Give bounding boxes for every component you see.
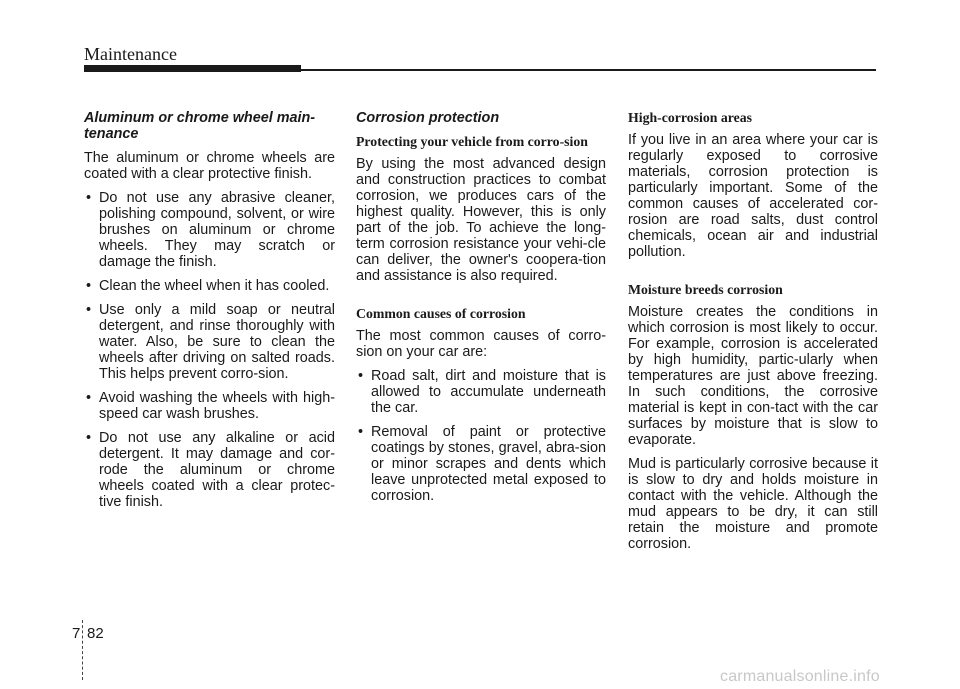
list-item: • Do not use any abrasive cleaner, polishing compound, solvent, or wire brushes on aluminum or chrome wheels. They may scratch or damage the finish. [84, 190, 335, 270]
common-causes-intro: The most common causes of corro-sion on your car are: [356, 328, 606, 360]
column-corrosion-protection [356, 110, 606, 512]
page-number: 82 [87, 625, 104, 642]
moisture-text: Moisture creates the conditions in which corrosion is most likely to occur. For example, corrosion is accelerated by high humidity, partic-ularly when temperatures are just above freezing. In such conditions, the corrosive material is kept in con-tact with the car surfaces by moisture that is slow to evaporate. [628, 304, 878, 448]
list-item: • Avoid washing the wheels with high-speed car wash brushes. [84, 390, 335, 422]
chapter-number: 7 [72, 625, 81, 642]
wheel-maintenance-heading: Aluminum or chrome wheel main-tenance [84, 110, 316, 142]
corrosion-protection-heading: Corrosion protection [356, 110, 500, 126]
site-watermark: carmanualsonline.info [720, 668, 880, 685]
column-wheel-maintenance [84, 110, 335, 518]
list-item: • Clean the wheel when it has cooled. [84, 278, 335, 294]
list-item: • Do not use any alkaline or acid detergent. It may damage and cor-rode the aluminum or chrome wheels coated with a clear protec-tive finish. [84, 430, 335, 510]
header-rule-thin [301, 69, 876, 71]
protecting-vehicle-subheading: Protecting your vehicle from corro-sion [356, 134, 588, 149]
mud-text: Mud is particularly corrosive because it is slow to dry and holds moisture in contact with the vehicle. Although the mud appears to be dry, it can still retain the moisture and promote corrosion. [628, 456, 878, 552]
common-causes-subheading: Common causes of corrosion [356, 306, 526, 321]
high-corrosion-subheading: High-corrosion areas [628, 110, 753, 125]
wheel-care-list [84, 190, 335, 510]
list-item: • Road salt, dirt and moisture that is allowed to accumulate underneath the car. [356, 368, 606, 416]
high-corrosion-text: If you live in an area where your car is regularly exposed to corrosive materials, corrosion protection is particularly important. Some of the common causes of accelerated cor-rosion are road salts, dust control chemicals, ocean air and industrial pollution. [628, 132, 878, 260]
list-item: • Use only a mild soap or neutral detergent, and rinse thoroughly with water. Also, be sure to clean the wheels after driving on salted roads. This helps prevent corro-sion. [84, 302, 335, 382]
common-causes-list [356, 368, 606, 504]
list-item: • Removal of paint or protective coatings by stones, gravel, abra-sion or minor scrapes and dents which leave unprotected metal exposed to corrosion. [356, 424, 606, 504]
section-title: Maintenance [84, 44, 177, 64]
column-corrosion-areas [628, 110, 878, 560]
moisture-subheading: Moisture breeds corrosion [628, 282, 783, 297]
footer-divider [82, 620, 84, 680]
wheel-intro-text: The aluminum or chrome wheels are coated with a clear protective finish. [84, 150, 335, 182]
protecting-vehicle-text: By using the most advanced design and construction practices to combat corrosion, we produces cars of the highest quality. However, this is only part of the job. To achieve the long-term corrosion resistance your vehi-cle can deliver, the owner's coopera-tion and assistance is also required. [356, 156, 606, 284]
header-rule-thick [84, 65, 301, 72]
